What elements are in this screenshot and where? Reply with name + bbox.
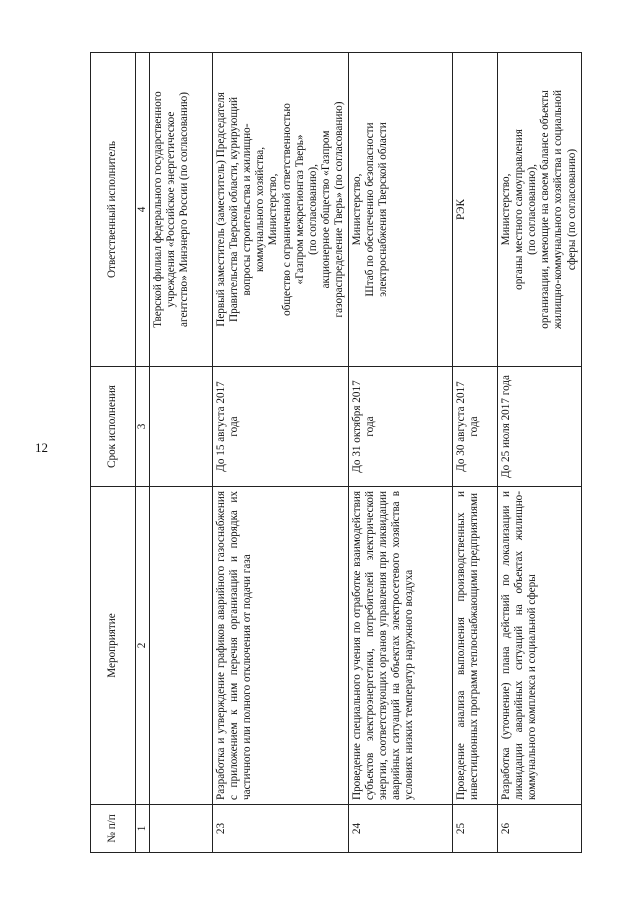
row-executor-cell: [150, 52, 213, 366]
column-number: 3: [136, 366, 150, 486]
column-number: 4: [136, 52, 150, 366]
executor-line: органы местного самоуправления: [513, 128, 526, 290]
executor-line: агентство» Минэнерго России (по согласованию): [178, 91, 191, 327]
executor-line: Первый заместитель (заместитель) Председателя: [215, 91, 228, 327]
document-table-wrapper: [90, 53, 578, 853]
row-event-cell: Проведение специального учения по отработке взаимодействия субъектов электроэнергетики, потребителей электрической энергии, соответствующих органов управления при ликвидации аварийных ситуаций на объектах электросетевого хозяйства в условиях низких температур наружного воздуха: [349, 486, 453, 804]
row-num-cell: 26: [498, 804, 582, 852]
page-number: 12: [35, 440, 48, 455]
row-event-cell: [150, 486, 213, 804]
table-row: [213, 52, 349, 852]
row-event-cell: Разработка и утверждение графиков аварийного газоснабжения с приложением к ним перечня организаций и порядка их частичного или полного отключения от подачи газа: [213, 486, 349, 804]
row-deadline-cell: [150, 366, 213, 486]
executor-line: «Газпром межрегионгаз Тверь»: [293, 134, 306, 285]
row-deadline-cell: До 15 августа 2017 года: [213, 366, 349, 486]
column-number-row: [136, 52, 150, 852]
header-executor: Ответственный исполнитель: [91, 52, 136, 366]
row-deadline-cell: До 30 августа 2017 года: [453, 366, 498, 486]
executor-line: РЭК: [455, 198, 468, 220]
header-event: Мероприятие: [91, 486, 136, 804]
row-executor-cell: [453, 52, 498, 366]
row-num-cell: 23: [213, 804, 349, 852]
column-number: 2: [136, 486, 150, 804]
row-executor-cell: [349, 52, 453, 366]
executor-line: жилищно-коммунального хозяйства и социальной: [552, 89, 565, 329]
row-event-cell: Разработка (уточнение) плана действий по локализации и ликвидации аварийных ситуаций на объектах жилищно-коммунального комплекса и социальной сферы: [498, 486, 582, 804]
executor-line: Министерство,: [351, 173, 364, 245]
table-row-continuation: [150, 52, 213, 852]
header-deadline: Срок исполнения: [91, 366, 136, 486]
executor-line: Министерство,: [500, 173, 513, 245]
row-executor-cell: [498, 52, 582, 366]
table-row: [498, 52, 582, 852]
row-deadline-cell: До 31 октября 2017 года: [349, 366, 453, 486]
executor-line: Штаб по обеспечению безопасности: [364, 121, 377, 297]
row-deadline-cell: До 25 июля 2017 года: [498, 366, 582, 486]
executor-line: Министерство,: [267, 173, 280, 245]
executor-line: учреждения «Российское энергетическое: [165, 111, 178, 307]
table-row: [453, 52, 498, 852]
row-num-cell: [150, 804, 213, 852]
table-header-row: [91, 52, 136, 852]
row-num-cell: 24: [349, 804, 453, 852]
executor-line: вопросы строительства и жилищно-: [241, 123, 254, 295]
table-row: [349, 52, 453, 852]
header-num: № п/п: [91, 804, 136, 852]
executor-line: Тверской филиал федерального государственного: [152, 90, 165, 328]
executor-line: электроснабжения Тверской области: [377, 121, 390, 297]
executor-line: Правительства Тверской области, курирующий: [228, 96, 241, 322]
executor-line: акционерное общество «Газпром: [319, 130, 332, 288]
measures-table: [90, 52, 582, 853]
row-event-cell: Проведение анализа выполнения производственных и инвестиционных программ теплоснабжающими предприятиями: [453, 486, 498, 804]
executor-line: сферы (по согласованию): [565, 148, 578, 270]
row-num-cell: 25: [453, 804, 498, 852]
executor-line: коммунального хозяйства,: [254, 146, 267, 272]
executor-line: общество с ограниченной ответственностью: [280, 102, 293, 316]
column-number: 1: [136, 804, 150, 852]
executor-line: (по согласованию),: [526, 163, 539, 255]
executor-line: (по согласованию),: [306, 163, 319, 255]
executor-line: газораспределение Тверь» (по согласованию): [332, 101, 345, 317]
executor-line: организации, имеющие на своем балансе объекты: [539, 89, 552, 329]
row-executor-cell: [213, 52, 349, 366]
